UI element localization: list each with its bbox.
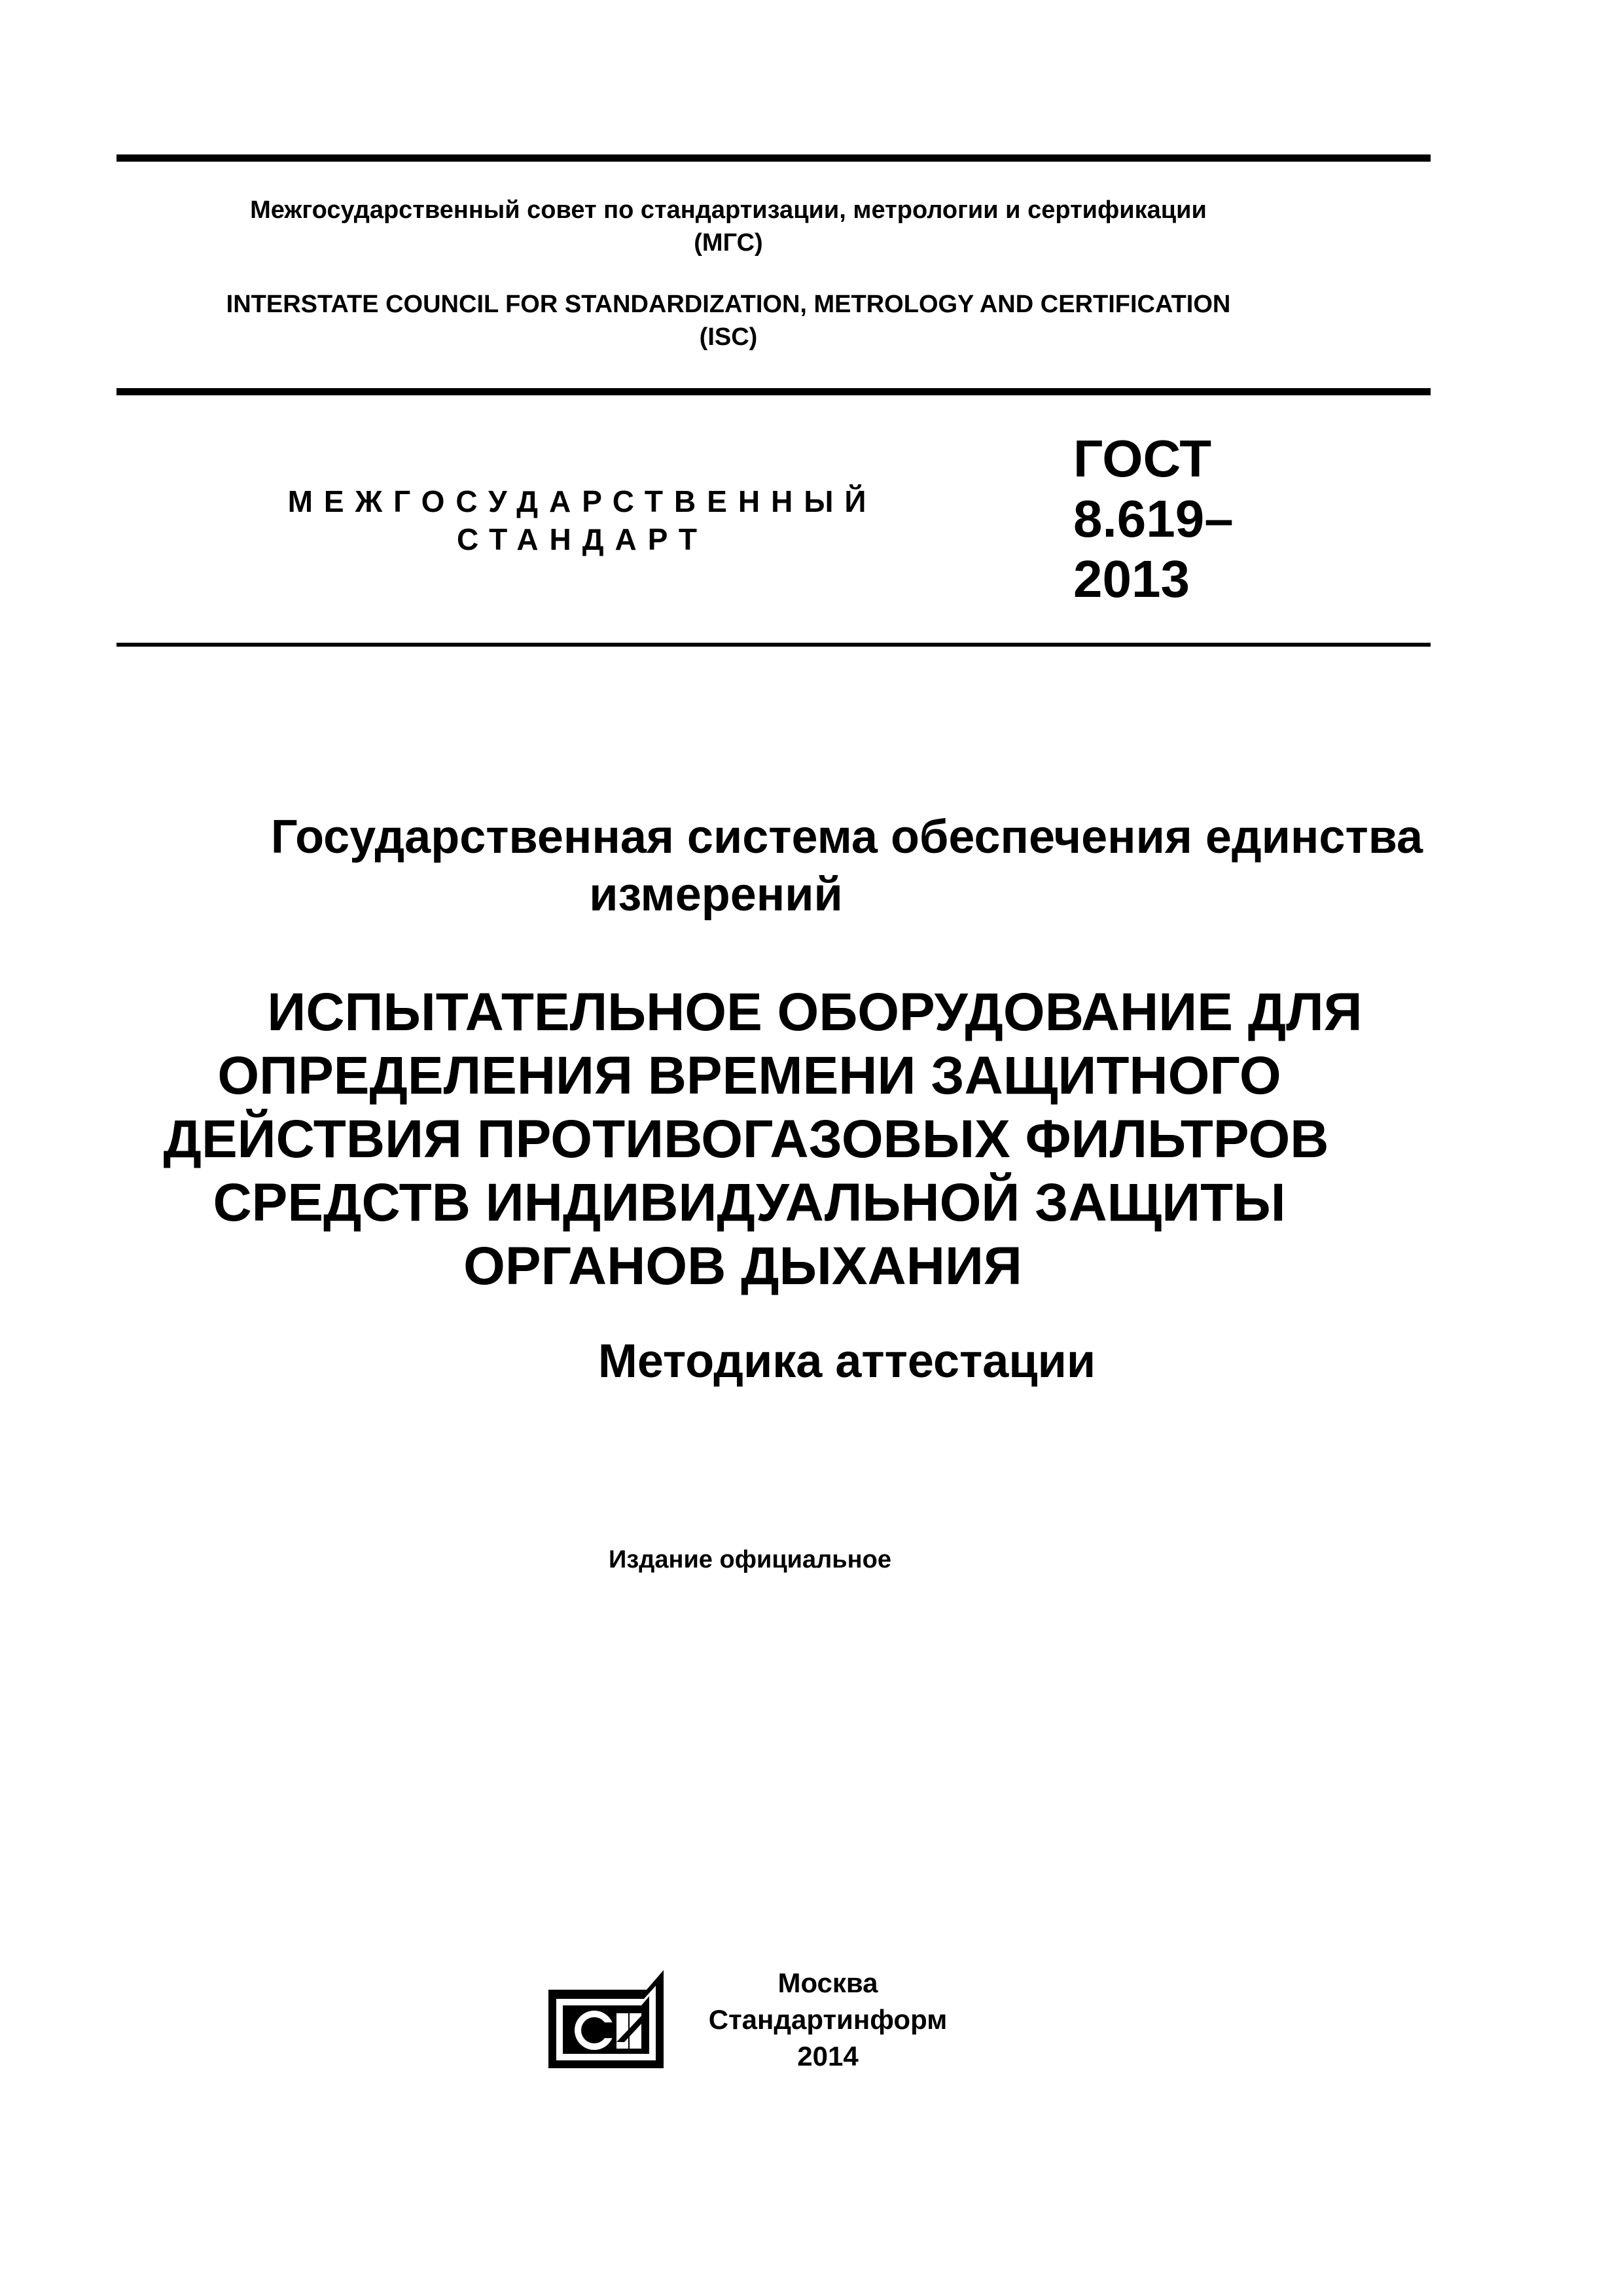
series-title-line1: Государственная система обеспечения единства bbox=[270, 811, 1423, 863]
gost-label: ГОСТ bbox=[1073, 429, 1212, 488]
council-en-name: INTERSTATE COUNCIL FOR STANDARDIZATION, METROLOGY AND CERTIFICATION bbox=[226, 291, 1231, 318]
standartinform-logo-icon bbox=[548, 1970, 664, 2068]
series-title-line2: измерений bbox=[589, 869, 843, 921]
imprint-publisher: Стандартинформ bbox=[708, 2004, 948, 2035]
council-ru-abbr: (МГС) bbox=[694, 229, 763, 257]
gost-year: 2013 bbox=[1073, 550, 1190, 608]
main-title-line2: ОПРЕДЕЛЕНИЯ ВРЕМЕНИ ЗАЩИТНОГО bbox=[217, 1046, 1281, 1105]
main-title-line4: СРЕДСТВ ИНДИВИДУАЛЬНОЙ ЗАЩИТЫ bbox=[213, 1173, 1286, 1232]
gost-designation bbox=[1073, 429, 1234, 609]
council-en-abbr: (ISC) bbox=[699, 323, 758, 351]
edition-note: Издание официальное bbox=[609, 1546, 891, 1573]
gost-number: 8.619– bbox=[1073, 490, 1234, 548]
council-ru bbox=[116, 194, 1340, 259]
standard-type-line2: СТАНДАРТ bbox=[457, 522, 708, 556]
main-title-line5: ОРГАНОВ ДЫХАНИЯ bbox=[463, 1236, 1022, 1296]
main-title bbox=[105, 980, 1466, 1298]
council-ru-name: Межгосударственный совет по стандартизации, метрологии и сертификации bbox=[250, 196, 1207, 224]
council-en bbox=[116, 288, 1340, 353]
main-title-line3: ДЕЙСТВИЯ ПРОТИВОГАЗОВЫХ ФИЛЬТРОВ bbox=[163, 1109, 1329, 1169]
standard-type-line1: МЕЖГОСУДАРСТВЕННЫЙ bbox=[287, 484, 878, 518]
top-rule bbox=[116, 154, 1431, 162]
main-title-line1: ИСПЫТАТЕЛЬНОЕ ОБОРУДОВАНИЕ ДЛЯ bbox=[267, 982, 1363, 1042]
designation-rule bbox=[116, 643, 1431, 647]
imprint-year: 2014 bbox=[797, 2041, 859, 2072]
imprint bbox=[674, 1965, 982, 2075]
imprint-city: Москва bbox=[777, 1967, 878, 1998]
series-title bbox=[190, 806, 1504, 868]
series-title-2 bbox=[59, 864, 1373, 925]
header-rule bbox=[116, 388, 1431, 395]
subtitle: Методика аттестации bbox=[597, 1335, 1096, 1388]
